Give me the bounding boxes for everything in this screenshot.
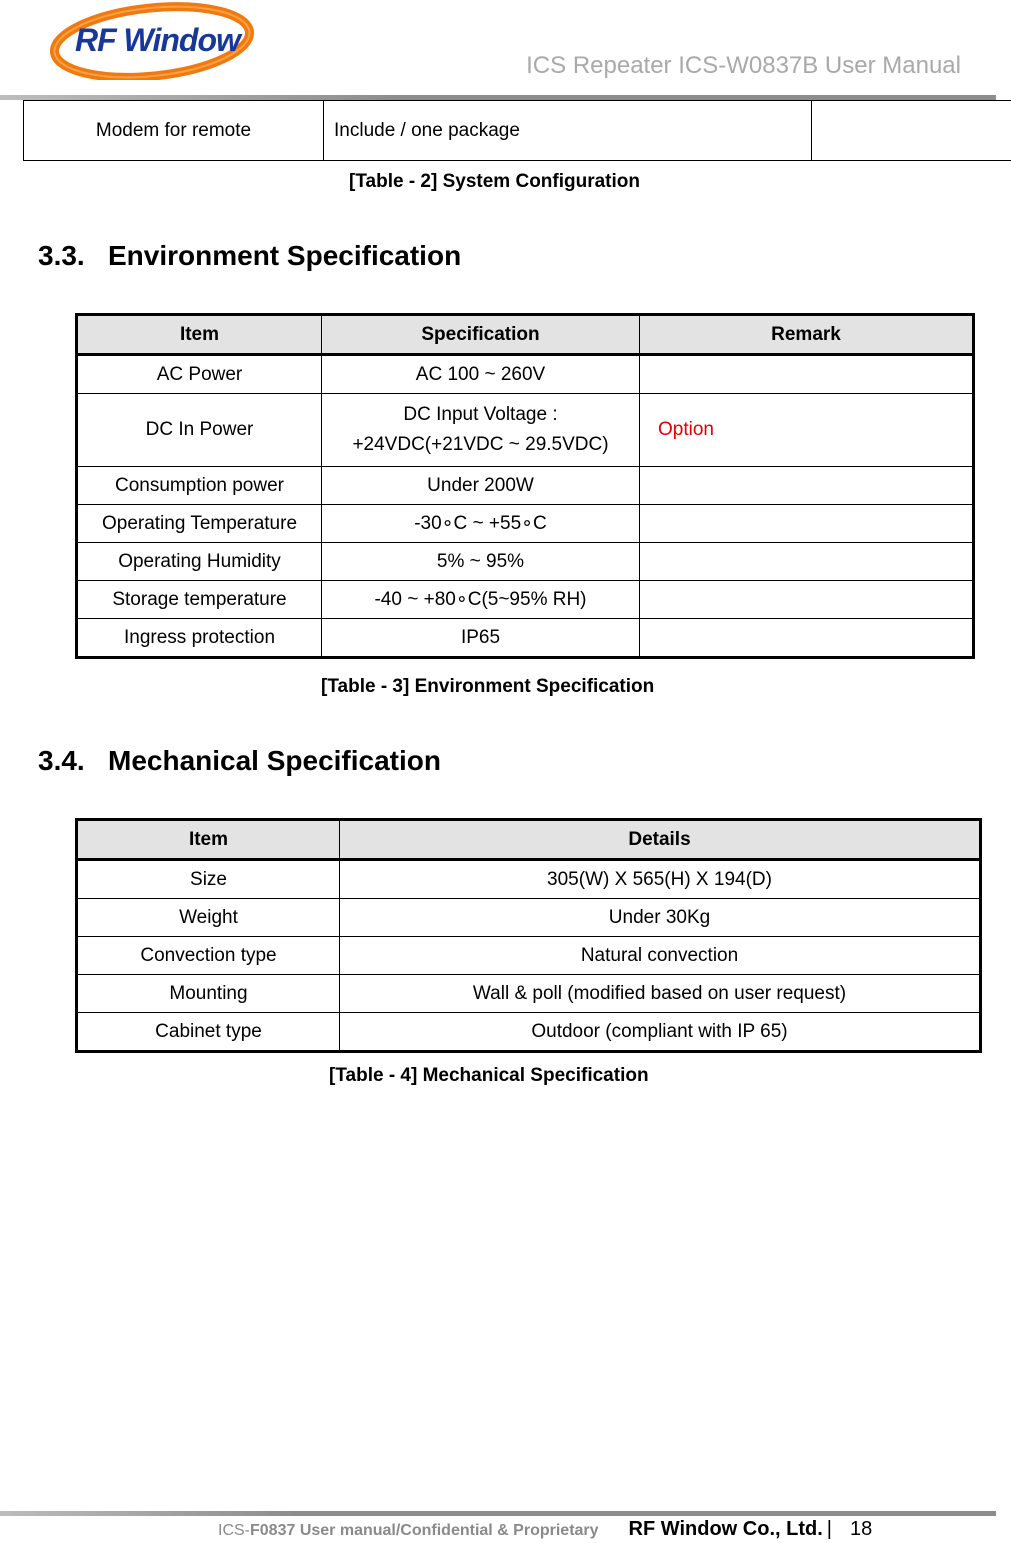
table-row (77, 860, 981, 899)
table-cell: Ingress protection (77, 619, 322, 658)
table-cell: Under 30Kg (340, 899, 981, 937)
table-cell: Outdoor (compliant with IP 65) (340, 1013, 981, 1052)
table-row (77, 619, 974, 658)
spec-line: DC Input Voltage : (403, 404, 558, 425)
table-cell: -40 ~ +80∘C(5~95% RH) (322, 581, 640, 619)
section-heading-environment (38, 240, 461, 272)
column-header: Details (340, 820, 981, 860)
section-title: Mechanical Specification (108, 745, 441, 776)
table-cell (640, 505, 974, 543)
table-cell: Modem for remote (24, 101, 324, 161)
table-row (77, 543, 974, 581)
manual-title: ICS Repeater ICS-W0837B User Manual (526, 52, 961, 79)
table-cell: 5% ~ 95% (322, 543, 640, 581)
page-footer (218, 1518, 872, 1541)
footer-prefix: ICS- (218, 1522, 250, 1539)
table-row (77, 1013, 981, 1052)
table-cell: AC Power (77, 355, 322, 394)
table-cell: Operating Humidity (77, 543, 322, 581)
table-cell: Mounting (77, 975, 340, 1013)
table-cell: -30∘C ~ +55∘C (322, 505, 640, 543)
footer-company: RF Window Co., Ltd. (628, 1518, 823, 1540)
page-number: 18 (849, 1518, 873, 1540)
table-cell (640, 619, 974, 658)
table-cell: Natural convection (340, 937, 981, 975)
column-header: Remark (640, 315, 974, 355)
table-cell: Size (77, 860, 340, 899)
table-row (77, 581, 974, 619)
table-cell: Cabinet type (77, 1013, 340, 1052)
table-row (77, 355, 974, 394)
table-row (77, 899, 981, 937)
table-row (77, 467, 974, 505)
footer-separator: | (826, 1518, 832, 1540)
environment-spec-table (75, 313, 975, 659)
table-cell (322, 394, 640, 467)
column-header: Item (77, 315, 322, 355)
table-row (77, 505, 974, 543)
section-number: 3.3. (38, 240, 85, 271)
table3-caption: [Table - 3] Environment Specification (321, 676, 655, 697)
section-title: Environment Specification (108, 240, 462, 271)
table-cell: Consumption power (77, 467, 322, 505)
table-cell (640, 543, 974, 581)
column-header: Specification (322, 315, 640, 355)
table-cell (640, 581, 974, 619)
table-cell: IP65 (322, 619, 640, 658)
table-cell: Operating Temperature (77, 505, 322, 543)
table-cell: Include / one package (324, 101, 812, 161)
column-header: Item (77, 820, 340, 860)
mechanical-spec-table (75, 818, 982, 1053)
footer-divider (0, 1511, 996, 1516)
table-row (77, 937, 981, 975)
table-row (24, 101, 1011, 161)
table-row (77, 394, 974, 467)
table-cell (640, 467, 974, 505)
table-header-row (77, 820, 981, 860)
table-cell: Convection type (77, 937, 340, 975)
section-number: 3.4. (38, 745, 85, 776)
system-configuration-table (23, 100, 1011, 161)
table-header-row (77, 315, 974, 355)
table-cell: Storage temperature (77, 581, 322, 619)
table-cell: AC 100 ~ 260V (322, 355, 640, 394)
logo-text: RF Window (75, 22, 240, 58)
table-cell: Weight (77, 899, 340, 937)
table-row (77, 975, 981, 1013)
company-logo (50, 2, 255, 80)
table4-caption: [Table - 4] Mechanical Specification (329, 1065, 649, 1086)
table-cell (812, 101, 1011, 161)
table-cell: Under 200W (322, 467, 640, 505)
table-cell: DC In Power (77, 394, 322, 467)
footer-confidential: F0837 User manual/Confidential & Proprietary (250, 1522, 599, 1539)
table-cell: 305(W) X 565(H) X 194(D) (340, 860, 981, 899)
table2-caption: [Table - 2] System Configuration (349, 171, 641, 192)
spec-line: +24VDC(+21VDC ~ 29.5VDC) (352, 434, 609, 455)
table-cell (640, 355, 974, 394)
table-cell: Wall & poll (modified based on user request) (340, 975, 981, 1013)
option-remark: Option (640, 394, 974, 467)
section-heading-mechanical (38, 745, 441, 777)
